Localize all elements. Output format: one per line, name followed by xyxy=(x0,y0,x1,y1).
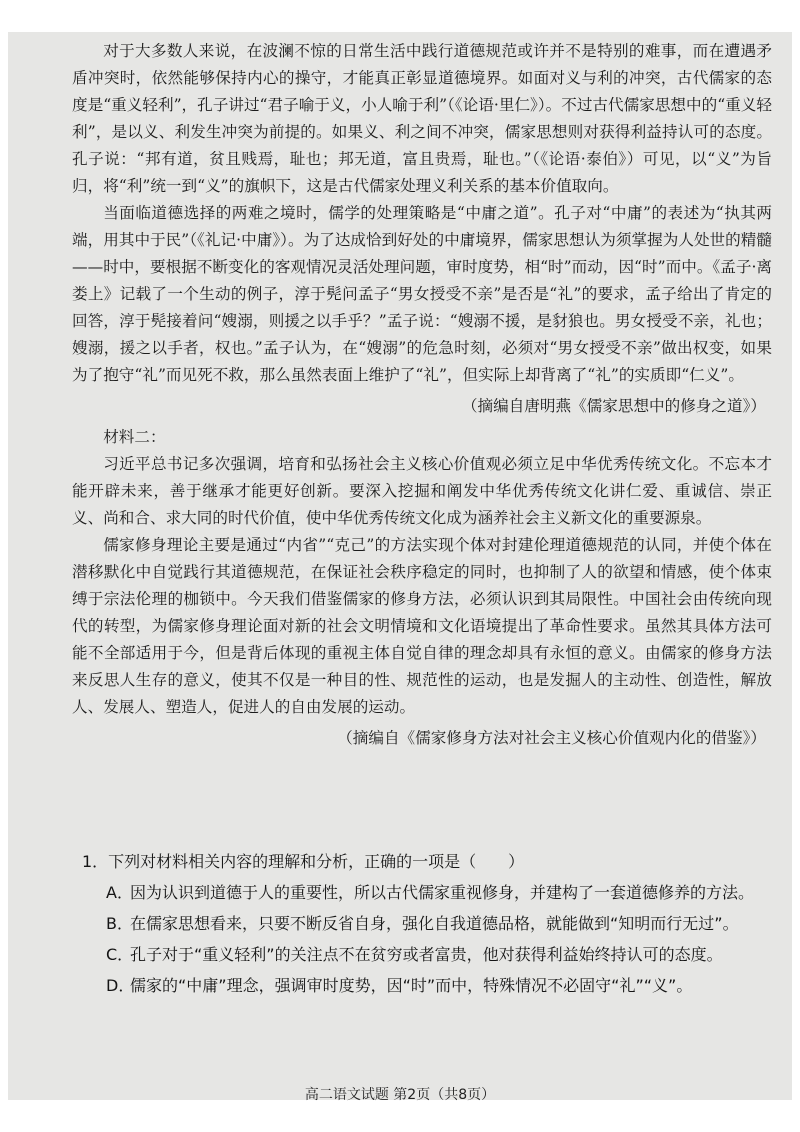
material1-paragraph-1: 对于大多数人来说，在波澜不惊的日常生活中践行道德规范或许并不是特别的难事，而在遭遇矛盾冲突时，依然能够保持内心的操守，才能真正彰显道德境界。如面对义与利的冲突，古代儒家的态度是“重义轻利”，孔子讲过“君子喻于义，小人喻于利”（《论语·里仁》）。不过古代儒家思想中的“重义轻利”，是以义、利发生冲突为前提的。如果义、利之间不冲突，儒家思想则对获得利益持认可的态度。孔子说：“邦有道，贫且贱焉，耻也；邦无道，富且贵焉，耻也。”（《论语·泰伯》）可见，以“义”为旨归，将“利”统一到“义”的旗帜下，这是古代儒家处理义利关系的基本价值取向。 xyxy=(72,42,772,195)
option-a-text: 因为认识到道德于人的重要性，所以古代儒家重视修身，并建构了一套道德修养的方法。 xyxy=(130,883,755,902)
page-footer: 高二语文试题 第2页（共8页） xyxy=(304,1087,496,1103)
option-d-text: 儒家的“中庸”理念，强调审时度势，因“时”而中，特殊情况不必固守“礼”“义”。 xyxy=(130,976,693,995)
material2-label: 材料二： xyxy=(103,428,166,446)
option-b-letter: B． xyxy=(106,914,133,933)
option-c-text: 孔子对于“重义轻利”的关注点不在贫穷或者富贵，他对获得利益始终持认可的态度。 xyxy=(130,945,723,964)
exam-page xyxy=(8,32,792,1103)
question-1-stem: 1．下列对材料相关内容的理解和分析，正确的一项是（ ） xyxy=(82,852,525,871)
question-1 xyxy=(82,847,782,1001)
material1-paragraph-2: 当面临道德选择的两难之境时，儒学的处理策略是“中庸之道”。孔子对“中庸”的表述为“执其两端，用其中于民”（《礼记·中庸》）。为了达成恰到好处的中庸境界，儒家思想认为须掌握为人处世的精髓——时中，要根据不断变化的客观情况灵活处理问题，审时度势，相“时”而动，因“时”而中。《孟子·离娄上》记载了一个生动的例子，淳于髡问孟子“男女授受不亲”是否是“礼”的要求，孟子给出了肯定的回答，淳于髡接着问“嫂溺，则援之以手乎？”孟子说：“嫂溺不援，是豺狼也。男女授受不亲，礼也；嫂溺，援之以手者，权也。”孟子认为，在“嫂溺”的危急时刻，必须对“男女授受不亲”做出权变，如果为了抱守“礼”而见死不救，那么虽然表面上维护了“礼”，但实际上却背离了“礼”的实质即“仁义”。 xyxy=(72,204,772,384)
material1-source: （摘编自唐明燕《儒家思想中的修身之道》） xyxy=(461,397,766,415)
material2-paragraph-1: 习近平总书记多次强调，培育和弘扬社会主义核心价值观必须立足中华优秀传统文化。不忘本才能开辟未来，善于继承才能更好创新。要深入挖掘和阐发中华优秀传统文化讲仁爱、重诚信、崇正义、尚和合、求大同的时代价值，使中华优秀传统文化成为涵养社会主义新文化的重要源泉。 xyxy=(72,455,772,527)
option-a-letter: A． xyxy=(106,883,133,902)
option-b-text: 在儒家思想看来，只要不断反省自身，强化自我道德品格，就能做到“知明而行无过”。 xyxy=(130,914,739,933)
option-d-letter: D． xyxy=(106,976,135,995)
option-a xyxy=(82,877,782,908)
option-c-letter: C． xyxy=(106,945,134,964)
material2-paragraph-2: 儒家修身理论主要是通过“内省”“克己”的方法实现个体对封建伦理道德规范的认同，并使个体在潜移默化中自觉践行其道德规范，在保证社会秩序稳定的同时，也抑制了人的欲望和情感，使个体束缚于宗法伦理的枷锁中。今天我们借鉴儒家的修身方法，必须认识到其局限性。中国社会由传统向现代的转型，为儒家修身理论面对新的社会文明情境和文化语境提出了革命性要求。虽然其具体方法可能不全部适用于今，但是背后体现的重视主体自觉自律的理念却具有永恒的意义。由儒家的修身方法来反思人生存的意义，使其不仅是一种目的性、规范性的运动，也是发掘人的主动性、创造性，解放人、发展人、塑造人，促进人的自由发展的运动。 xyxy=(72,536,772,716)
material2-source: （摘编自《儒家修身方法对社会主义核心价值观内化的借鉴》） xyxy=(337,729,766,747)
material-text xyxy=(72,38,772,756)
option-b xyxy=(82,908,782,939)
option-d xyxy=(82,970,782,1001)
option-c xyxy=(82,939,782,970)
